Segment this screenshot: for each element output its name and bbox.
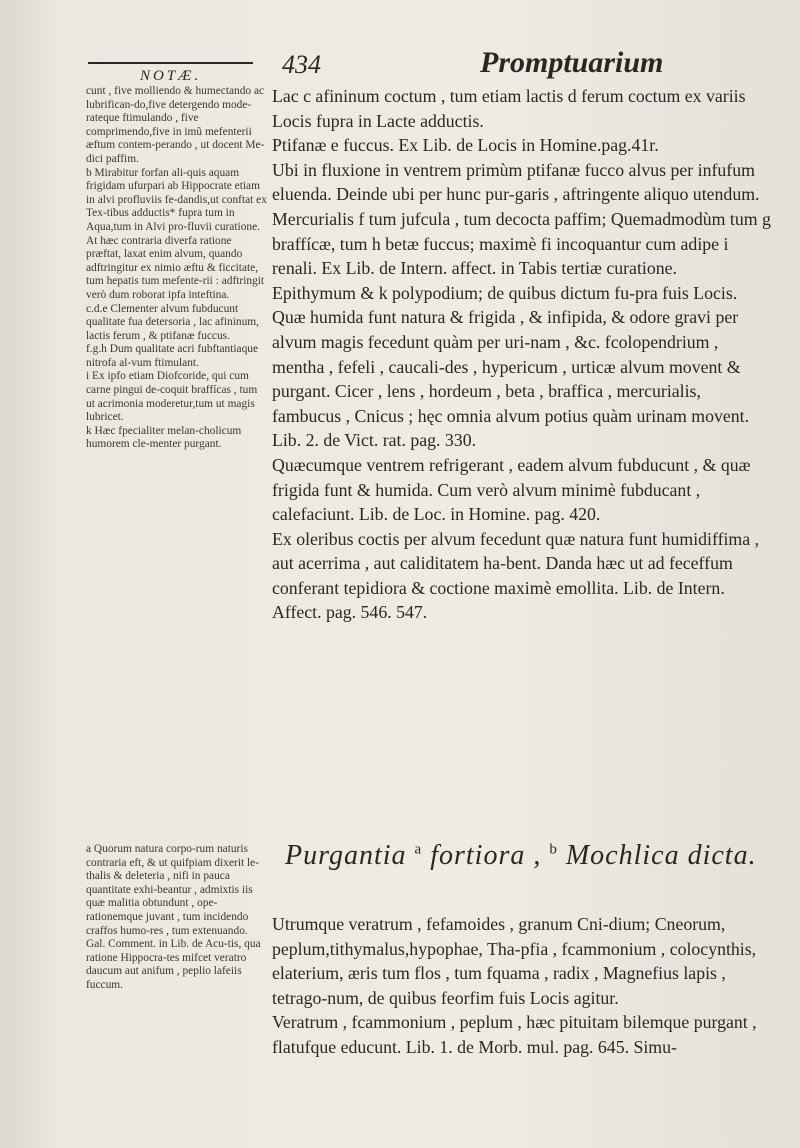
notes-column-top <box>86 85 268 452</box>
note-continuation: cunt , five molliendo & humectando ac lubrifican-do,five detergendo mode-rateque ftimulando , five comprimendo,five in imũ mefenterii æftum contem-perando , ut docent Me-dici paffim. <box>86 85 265 165</box>
heading-footnote-a: a <box>414 841 423 858</box>
heading-part-2: fortiora , <box>430 840 542 871</box>
paragraph-humida: Quæ humida funt natura & frigida , & infipida, & odore gravi per alvum magis fecedunt quàm per uri-nam , &c. fcolopendrium , mentha , fefeli , caucali-des , hypericum , urticæ alvum movent & purgant. Cicer , lens , hordeum , beta , braffica , mercurialis, fambucus , Cnicus ; hęc omnia alvum potius quàm urinam movent. Lib. 2. de Vict. rat. pag. 330. <box>272 307 750 451</box>
note-fgh: f.g.h Dum qualitate acri fubftantiaque nitrofa al-vum ftimulant. <box>86 343 259 369</box>
paragraph-quaecumque: Quæcumque ventrem refrigerant , eadem alvum fubducunt , & quæ frigida funt & humida. Cum verò alvum minimè fubducant , calefaciunt. Lib. de Loc. in Homine. pag. 420. <box>272 454 751 525</box>
heading-part-3: Mochlica dicta. <box>565 840 757 871</box>
paragraph-epithymum: Epithymum & k polypodium; de quibus dictum fu-pra fuis Locis. <box>272 282 738 303</box>
notes-column-bottom <box>86 843 268 993</box>
main-text-bottom <box>272 912 772 1060</box>
heading-part-1: Purgantia <box>285 840 407 871</box>
paragraph-veratrum-list: Utrumque veratrum , fefamoides , granum Cni-dium; Cneorum, peplum,tithymalus,hypophae, Tha-pfia , fcammonium , colocynthis, elaterium, æris tum flos , tum fquama , radix , Magnefius lapis , tetrago-num, de quibus feorfim fuis Locis agitur. <box>272 914 757 1008</box>
section-heading <box>285 840 757 872</box>
note-b: b Mirabitur forfan ali-quis aquam frigidam ufurpari ab Hippocrate etiam in alvi profluviis fe-dandis,ut conftat ex Tex-tibus adductis* fupra tum in Aqua,tum in Alvi pro-fluvii curatione. At hæc contraria diverfa ratione præftat, laxat enim alvum, quando adftringitur ex nimio æftu & ficcitate, tum hepatis tum mefente-rii : adftringit verò dum roborat ipfa inteftina. <box>86 166 267 301</box>
paragraph-oleribus: Ex oleribus coctis per alvum fecedunt quæ natura funt humidiffima , aut acerrima , aut caliditatem ha-bent. Danda hæc ut ad feceffum conferant tepidiora & coctione maximè emollita. Lib. de Intern. Affect. pag. 546. 547. <box>272 528 760 623</box>
main-text-top <box>272 84 772 625</box>
paragraph-ptisanae: Ptifanæ e fuccus. Ex Lib. de Locis in Homine.pag.41r. <box>272 135 659 156</box>
page-number: 434 <box>282 50 321 79</box>
paragraph-lac: Lac c afininum coctum , tum etiam lactis d ferum coctum ex variis Locis fupra in Lacte adductis. <box>272 86 746 131</box>
header-rule <box>88 62 253 64</box>
paragraph-fluxione: Ubi in fluxione in ventrem primùm ptifanæ fucco alvus per infufum eluenda. Deinde ubi per hunc pur-garis , aftringente aliquo utendum. <box>272 159 760 205</box>
note-k: k Hæc fpecialiter melan-cholicum humorem cle-menter purgant. <box>86 424 242 451</box>
paragraph-veratrum-purgant: Veratrum , fcammonium , peplum , hæc pituitam bilemque purgant , flatufque educunt. Lib. 1. de Morb. mul. pag. 645. Simu- <box>272 1012 757 1057</box>
heading-footnote-b: b <box>549 841 558 858</box>
notes-label: NOTÆ. <box>140 68 202 84</box>
note-i: i Ex ipfo etiam Diofcoride, qui cum carne pingui de-coquit braffícas , tum ut acrimonia moderetur,tum ut magis lubricet. <box>86 370 258 424</box>
running-title: Promptuarium <box>480 46 664 79</box>
paragraph-mercurialis: Mercurialis f tum jufcula , tum decocta paffim; Quemadmodùm tum g braffícæ, tum h betæ fuccus; maximè fi incoquantur cum adipe i renali. Ex Lib. de Intern. affect. in Tabis tertiæ curatione. <box>272 208 771 279</box>
note-cde: c.d.e Clementer alvum fubducunt qualitate fua detersoria , lac afininum, lactis ferum , & ptifanæ fuccus. <box>86 302 260 342</box>
note-a: a Quorum natura corpo-rum naturis contraria eft, & ut quifpiam dixerit le-thalis & deleteria , nifi in pauca quantitate exhi-beantur , admixtis iis quæ malitia obtundunt , ope-rationemque juvant , tum incidendo craffos humo-res , tum extenuando. Gal. Comment. in Lib. de Acu-tis, qua ratione Hippocra-tes mifcet veratro daucum aut anifum , peplio lafeiis fuccum. <box>86 843 261 991</box>
